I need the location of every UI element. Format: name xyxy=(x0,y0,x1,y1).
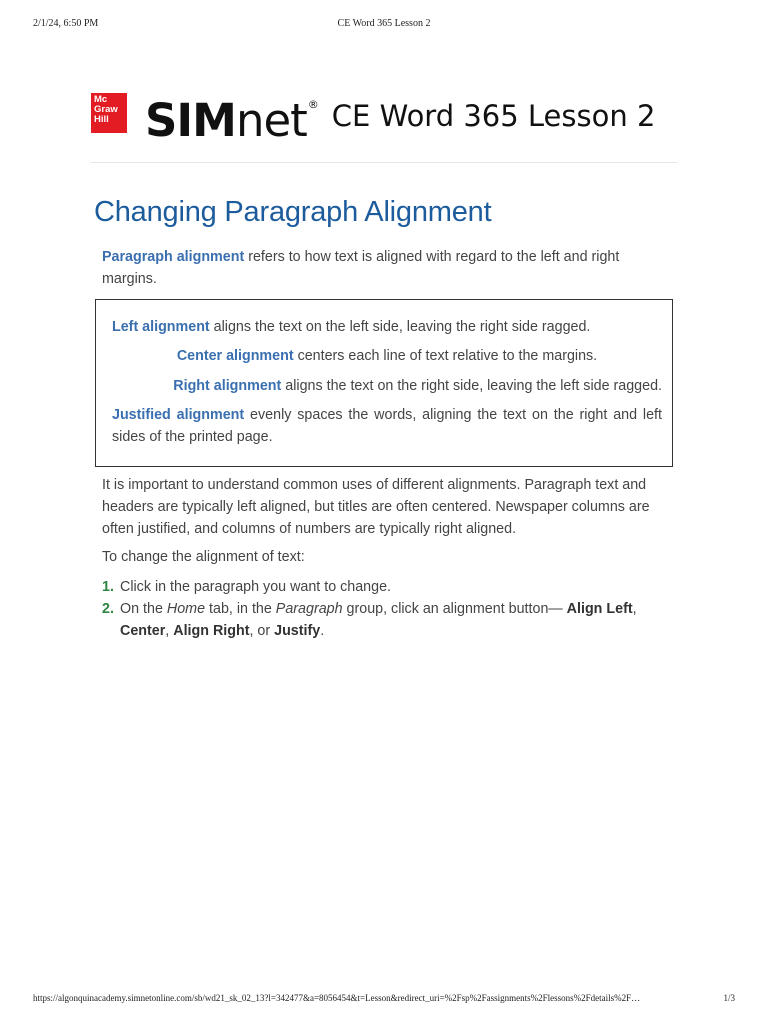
step-text-part: group, click an alignment button— xyxy=(342,601,567,617)
print-datetime: 2/1/24, 6:50 PM xyxy=(33,18,99,29)
print-footer xyxy=(33,993,735,1007)
justify-ref: Justify xyxy=(274,623,321,639)
logo-line-mc: Mc xyxy=(94,94,108,105)
step-item xyxy=(102,598,662,642)
header-divider xyxy=(91,162,677,163)
registered-mark: ® xyxy=(307,98,318,111)
term-justified-alignment: Justified alignment xyxy=(112,407,245,423)
home-tab-ref: Home xyxy=(166,601,206,617)
step-text-part: On the xyxy=(120,601,167,617)
print-page-title: CE Word 365 Lesson 2 xyxy=(337,18,431,29)
simnet-logo-light: net xyxy=(235,94,307,147)
page-url: https://algonquinacademy.simnetonline.com/sb/wd21_sk_02_13?l=342477&a=8056454&t=Lesson&redirect_uri=%2Fsp%2Fassignments%2Flessons%2Fdetails%2F… xyxy=(33,993,641,1003)
align-right-ref: Align Right xyxy=(173,623,250,639)
step-text-part: , or xyxy=(249,623,275,639)
left-alignment-text: aligns the text on the left side, leaving the right side ragged. xyxy=(209,319,591,335)
intro-paragraph xyxy=(102,246,662,290)
page-number: 1/3 xyxy=(723,993,735,1003)
center-alignment-example xyxy=(112,345,662,367)
step-text: Click in the paragraph you want to change. xyxy=(120,579,392,595)
simnet-logo-bold: SIM xyxy=(145,94,236,147)
step-text-part: , xyxy=(165,623,174,639)
intro-text: refers to how text is aligned with regard to the left and right margins. xyxy=(102,249,620,287)
usage-paragraph: It is important to understand common uses of different alignments. Paragraph text and headers are typically left aligned, but titles are often centered. Newspaper columns are often justified, and columns of numbers are typically right aligned. xyxy=(102,477,650,537)
left-alignment-example xyxy=(112,316,662,338)
print-header xyxy=(33,18,735,32)
right-alignment-text: aligns the text on the right side, leaving the left side ragged. xyxy=(281,378,662,394)
justified-alignment-example xyxy=(112,404,662,448)
term-right-alignment: Right alignment xyxy=(173,378,282,394)
steps-intro: To change the alignment of text: xyxy=(102,549,305,565)
mcgraw-hill-logo xyxy=(91,93,127,133)
justified-alignment-text: evenly spaces the words, aligning the text on the right and left sides of the printed page. xyxy=(112,407,662,445)
logo-line-graw: Graw xyxy=(94,104,118,115)
right-alignment-example xyxy=(112,375,662,397)
align-left-ref: Align Left xyxy=(566,601,633,617)
lesson-heading: Changing Paragraph Alignment xyxy=(94,196,492,228)
term-center-alignment: Center alignment xyxy=(176,348,294,364)
course-title: CE Word 365 Lesson 2 xyxy=(331,99,656,133)
step-item xyxy=(102,576,662,598)
steps-list xyxy=(102,576,662,642)
brand-header xyxy=(91,92,656,147)
center-ref: Center xyxy=(120,623,166,639)
step-text-part: , xyxy=(632,601,637,617)
term-left-alignment: Left alignment xyxy=(112,319,210,335)
step-number: 2. xyxy=(102,601,114,617)
logo-line-hill: Hill xyxy=(94,114,109,125)
step-text-part: . xyxy=(320,623,325,639)
simnet-logo xyxy=(145,84,318,147)
alignment-examples-box xyxy=(95,299,673,467)
step-number: 1. xyxy=(102,579,114,595)
term-paragraph-alignment: Paragraph alignment xyxy=(102,249,245,265)
center-alignment-text: centers each line of text relative to the margins. xyxy=(293,348,598,364)
paragraph-group-ref: Paragraph xyxy=(275,601,343,617)
step-text-part: tab, in the xyxy=(205,601,276,617)
